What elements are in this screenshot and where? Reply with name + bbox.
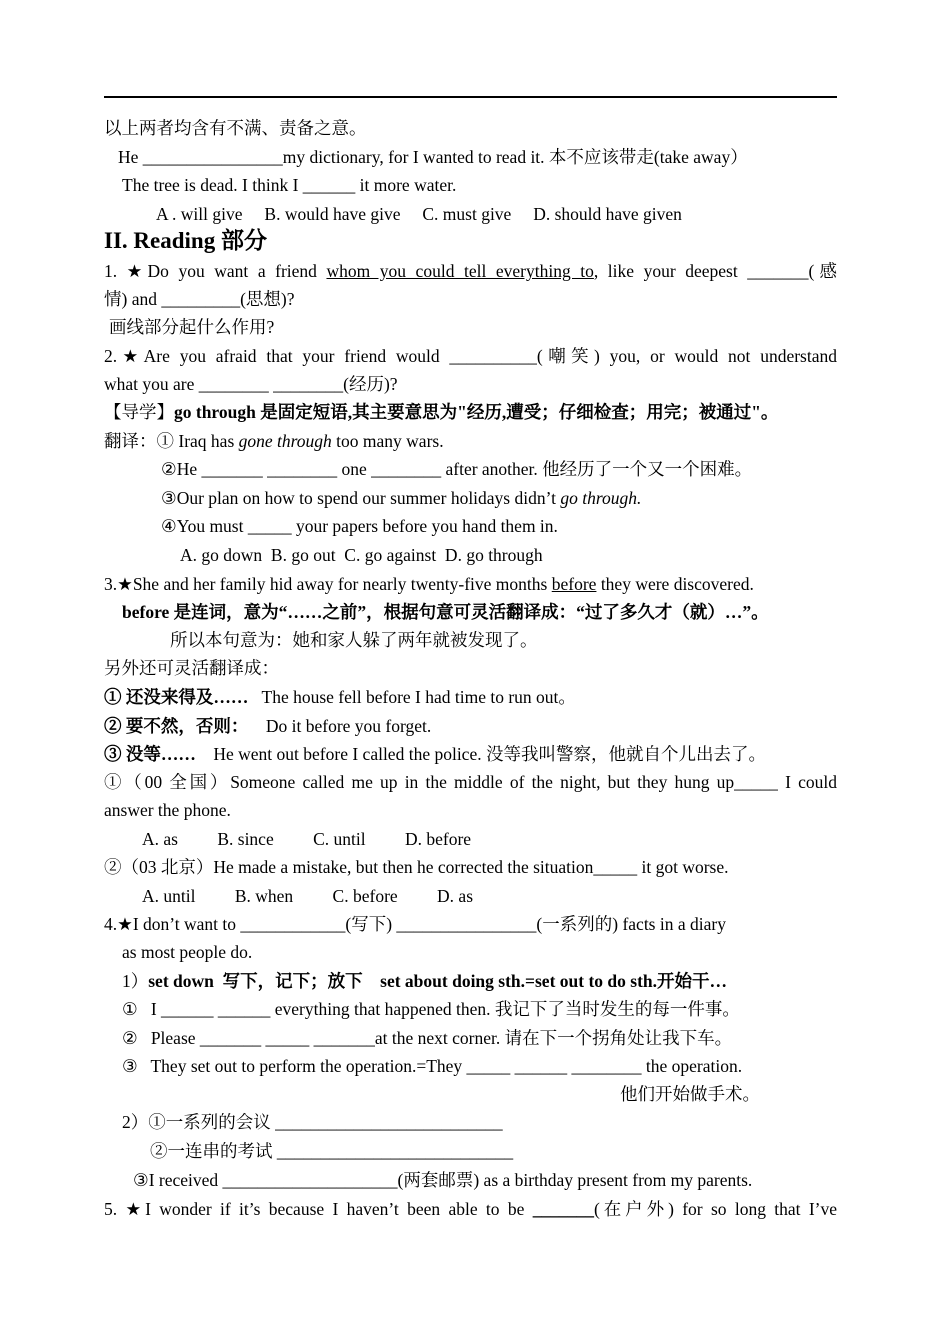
- text-line: [104, 686, 576, 708]
- text-line: ④You must _____ your papers before you hand them in.: [161, 516, 558, 536]
- text-line: ②一连串的考试 ___________________________: [150, 1141, 514, 1161]
- text-line: 以上两者均含有不满、责备之意。: [104, 118, 367, 138]
- text-segment: 1. ★Do you want a friend: [104, 261, 327, 281]
- section-title: II. Reading 部分: [104, 228, 267, 253]
- text-line: ① I ______ ______ everything that happened then. 我记下了当时发生的每一件事。: [122, 999, 740, 1019]
- text-line: ②（03 北京）He made a mistake, but then he corrected the situation_____ it got worse.: [104, 857, 729, 877]
- options-line: A. go down B. go out C. go against D. go through: [180, 545, 543, 565]
- text-line: ②He _______ ________ one ________ after another. 他经历了一个又一个困难。: [161, 459, 753, 479]
- usage-label: ② 要不然，否则：: [104, 716, 249, 736]
- text-line: 2.★Are you afraid that your friend would __________(嘲笑) you, or would not understand: [104, 346, 837, 366]
- text-line: [104, 573, 754, 595]
- guide-text: go through 是固定短语,其主要意思为"经历,遭受；仔细检查；用完；被通过"。: [174, 402, 779, 422]
- text-line: what you are ________ ________(经历)?: [104, 374, 398, 394]
- text-line: 2）①一系列的会议 __________________________: [122, 1112, 503, 1132]
- text-segment: 5. ★I wonder if it’s because I haven’t been able to be: [104, 1199, 533, 1219]
- text-line: [104, 430, 444, 452]
- text-line: 另外还可灵活翻译成：: [104, 658, 279, 678]
- text-segment: The house fell before I had time to run out。: [248, 687, 576, 707]
- text-segment: 3.★She and her family hid away for nearly twenty-five months: [104, 574, 552, 594]
- italic-phrase: go through.: [560, 488, 642, 508]
- text-line: [104, 743, 766, 765]
- italic-phrase: gone through: [238, 431, 332, 451]
- text-line: 画线部分起什么作用?: [109, 317, 275, 337]
- usage-label: ③ 没等……: [104, 744, 196, 764]
- text-line: 所以本句意为：她和家人躲了两年就被发现了。: [170, 630, 538, 650]
- options-line: A. until B. when C. before D. as: [142, 886, 474, 906]
- text-line: 4.★I don’t want to ____________(写下) ________________(一系列的) facts in a diary: [104, 914, 726, 934]
- note-line: before 是连词，意为“……之前”，根据句意可灵活翻译成：“过了多久才（就）…”。: [122, 602, 769, 622]
- text-segment: He went out before I called the police. 没等我叫警察，他就自个儿出去了。: [195, 744, 766, 764]
- text-segment: too many wars.: [331, 431, 444, 451]
- text-line: [104, 1198, 837, 1220]
- text-line: [122, 970, 727, 992]
- text-line: as most people do.: [122, 942, 253, 962]
- underlined-phrase: whom you could tell everything to: [326, 261, 594, 281]
- header-rule: [104, 96, 837, 98]
- usage-label: ① 还没来得及……: [104, 687, 249, 707]
- text-line: ①（00 全国）Someone called me up in the middle of the night, but they hung up_____ I could: [104, 772, 837, 792]
- text-line: The tree is dead. I think I ______ it more water.: [122, 175, 457, 195]
- text-line: [104, 260, 837, 282]
- text-line: He ________________my dictionary, for I wanted to read it. 本不应该带走(take away）: [118, 147, 748, 167]
- guide-line: [104, 401, 778, 423]
- text-segment: , like your deepest _______(感: [593, 261, 837, 281]
- text-line: ③ They set out to perform the operation.=They _____ ______ ________ the operation.: [122, 1056, 743, 1076]
- text-line: 情) and _________(思想)?: [104, 289, 295, 309]
- text-segment: 1）: [122, 971, 149, 991]
- text-line: 他们开始做手术。: [620, 1084, 760, 1104]
- text-line: answer the phone.: [104, 800, 231, 820]
- underlined-phrase: before: [551, 574, 597, 594]
- blank: _______: [532, 1199, 594, 1219]
- options-line: A. as B. since C. until D. before: [142, 829, 472, 849]
- guide-label: 【导学】: [104, 402, 174, 422]
- text-segment: Do it before you forget.: [248, 716, 432, 736]
- text-line: [104, 715, 431, 737]
- text-line: [161, 487, 641, 509]
- options-line: A . will give B. would have give C. must give D. should have given: [156, 204, 682, 224]
- text-line: ② Please _______ _____ _______at the next corner. 请在下一个拐角处让我下车。: [122, 1028, 733, 1048]
- text-segment: ③Our plan on how to spend our summer holidays didn’t: [161, 488, 561, 508]
- phrase-note: set down 写下，记下；放下 set about doing sth.=set out to do sth.开始干…: [148, 971, 728, 991]
- text-line: ③I received ____________________(两套邮票) as a birthday present from my parents.: [133, 1170, 753, 1190]
- text-segment: (在户外) for so long that I’ve: [593, 1199, 837, 1219]
- text-segment: they were discovered.: [596, 574, 754, 594]
- text-segment: 翻译：① Iraq has: [104, 431, 239, 451]
